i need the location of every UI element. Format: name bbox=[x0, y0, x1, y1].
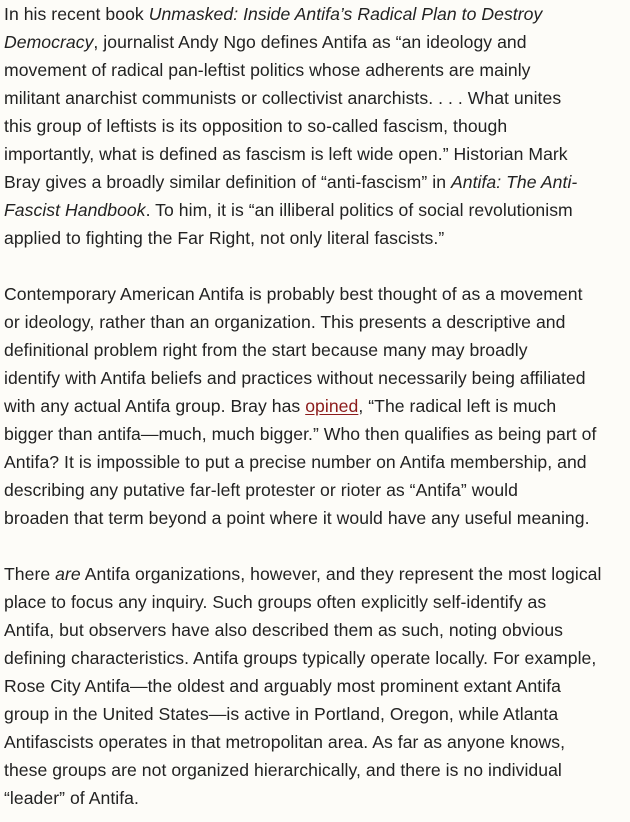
text-line bbox=[4, 672, 626, 700]
text-run: Bray gives a broadly similar definition of “anti-fascism” in bbox=[4, 172, 451, 192]
text-run: Antifa? It is impossible to put a precise number on Antifa membership, and bbox=[4, 452, 587, 472]
text-line bbox=[4, 168, 626, 196]
text-line bbox=[4, 476, 626, 504]
text-run: . To him, it is “an illiberal politics of social revolutionism bbox=[145, 200, 573, 220]
text-line bbox=[4, 756, 626, 784]
text-run: movement of radical pan-leftist politics whose adherents are mainly bbox=[4, 60, 531, 80]
text-line bbox=[4, 504, 626, 532]
text-run: describing any putative far-left protester or rioter as “Antifa” would bbox=[4, 480, 518, 500]
text-line bbox=[4, 364, 626, 392]
text-run: this group of leftists is its opposition to so-called fascism, though bbox=[4, 116, 508, 136]
opined-link[interactable]: opined bbox=[305, 396, 359, 416]
text-run: defining characteristics. Antifa groups typically operate locally. For example, bbox=[4, 648, 597, 668]
text-line bbox=[4, 112, 626, 140]
text-line bbox=[4, 56, 626, 84]
italic-text: Democracy bbox=[4, 32, 94, 52]
text-run: these groups are not organized hierarchically, and there is no individual bbox=[4, 760, 562, 780]
text-line bbox=[4, 700, 626, 728]
paragraph bbox=[4, 280, 626, 532]
text-run: group in the United States—is active in Portland, Oregon, while Atlanta bbox=[4, 704, 559, 724]
text-line bbox=[4, 616, 626, 644]
text-line bbox=[4, 224, 626, 252]
text-run: There bbox=[4, 564, 56, 584]
italic-text: are bbox=[55, 564, 81, 584]
text-run: place to focus any inquiry. Such groups often explicitly self-identify as bbox=[4, 592, 547, 612]
paragraph bbox=[4, 0, 626, 252]
text-line bbox=[4, 84, 626, 112]
paragraph bbox=[4, 560, 626, 812]
text-line bbox=[4, 140, 626, 168]
text-run: In his recent book bbox=[4, 4, 149, 24]
text-line bbox=[4, 784, 626, 812]
text-run: or ideology, rather than an organization. This presents a descriptive and bbox=[4, 312, 566, 332]
text-line bbox=[4, 28, 626, 56]
italic-text: Antifa: The Anti- bbox=[450, 172, 578, 192]
text-line bbox=[4, 728, 626, 756]
text-run: militant anarchist communists or collectivist anarchists. . . . What unites bbox=[4, 88, 562, 108]
text-line bbox=[4, 560, 626, 588]
text-line bbox=[4, 196, 626, 224]
text-run: applied to fighting the Far Right, not only literal fascists.” bbox=[4, 228, 445, 248]
text-run: Contemporary American Antifa is probably best thought of as a movement bbox=[4, 284, 583, 304]
text-run: , journalist Andy Ngo defines Antifa as “an ideology and bbox=[93, 32, 527, 52]
text-run: , “The radical left is much bbox=[358, 396, 557, 416]
text-line bbox=[4, 280, 626, 308]
text-line bbox=[4, 420, 626, 448]
text-line bbox=[4, 644, 626, 672]
text-line bbox=[4, 0, 626, 28]
italic-text: Fascist Handbook bbox=[4, 200, 146, 220]
text-line bbox=[4, 336, 626, 364]
text-run: Antifascists operates in that metropolitan area. As far as anyone knows, bbox=[4, 732, 566, 752]
text-line bbox=[4, 588, 626, 616]
text-run: broaden that term beyond a point where it would have any useful meaning. bbox=[4, 508, 590, 528]
italic-text: Unmasked: Inside Antifa’s Radical Plan to Destroy bbox=[148, 4, 543, 24]
text-line bbox=[4, 308, 626, 336]
text-run: Rose City Antifa—the oldest and arguably most prominent extant Antifa bbox=[4, 676, 561, 696]
text-run: importantly, what is defined as fascism is left wide open.” Historian Mark bbox=[4, 144, 568, 164]
paragraph-gap bbox=[4, 532, 626, 560]
text-run: identify with Antifa beliefs and practices without necessarily being affiliated bbox=[4, 368, 586, 388]
text-run: Antifa, but observers have also described them as such, noting obvious bbox=[4, 620, 563, 640]
text-line bbox=[4, 448, 626, 476]
text-run: Antifa organizations, however, and they represent the most logical bbox=[80, 564, 602, 584]
text-line bbox=[4, 392, 626, 420]
text-run: definitional problem right from the start because many may broadly bbox=[4, 340, 528, 360]
text-run: “leader” of Antifa. bbox=[4, 788, 139, 808]
paragraph-gap bbox=[4, 252, 626, 280]
text-run: bigger than antifa—much, much bigger.” Who then qualifies as being part of bbox=[4, 424, 597, 444]
text-run: with any actual Antifa group. Bray has bbox=[4, 396, 306, 416]
